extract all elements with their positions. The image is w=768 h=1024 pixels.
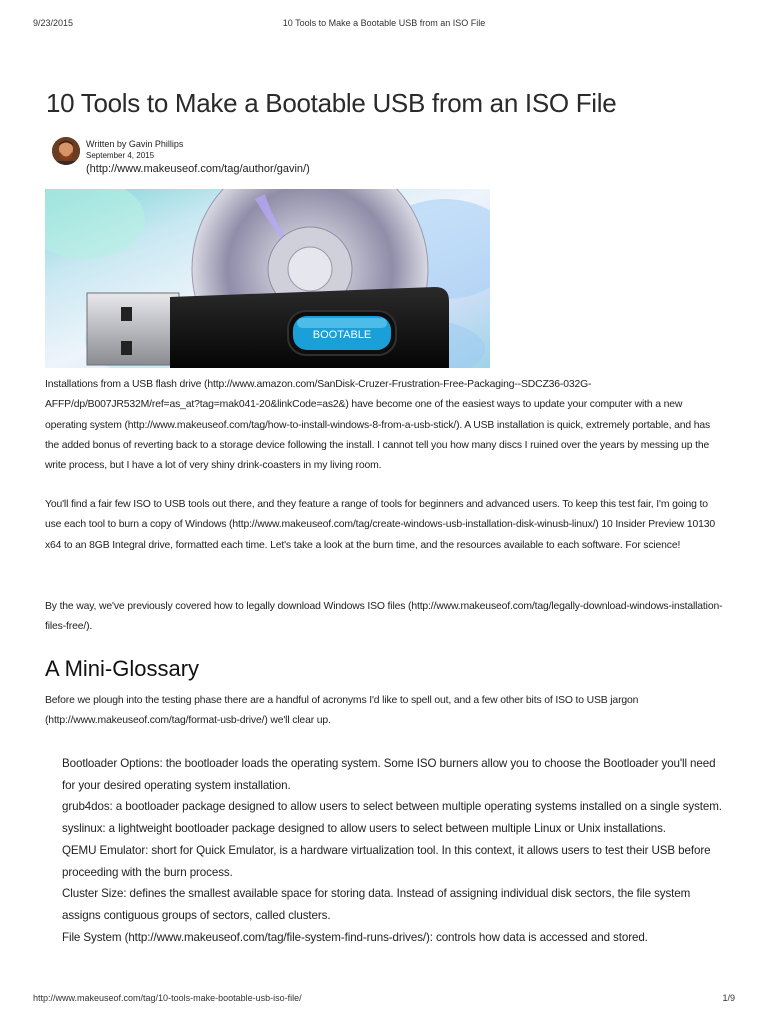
author-avatar[interactable] bbox=[52, 137, 80, 165]
page-number: 1/9 bbox=[722, 993, 735, 1003]
bootable-label: BOOTABLE bbox=[312, 329, 372, 341]
glossary-item-cluster-size: Cluster Size: defines the smallest available space for storing data. Instead of assigning individual disk sectors, the file system assigns contiguous groups of sectors, called clusters. bbox=[62, 887, 691, 922]
glossary-item-bootloader-options: Bootloader Options: the bootloader loads the operating system. Some ISO burners allow you to choose the Bootloader you'll need for your desired operating system installation. bbox=[62, 757, 716, 792]
article-title: 10 Tools to Make a Bootable USB from an ISO File bbox=[46, 88, 617, 118]
section-title: A Mini-Glossary bbox=[45, 656, 200, 681]
byline bbox=[52, 137, 452, 179]
print-header bbox=[33, 18, 735, 32]
glossary-list bbox=[62, 753, 722, 948]
paragraph-iso-download: By the way, we've previously covered how to legally download Windows ISO files (http://www.makeuseof.com/tag/legally-download-windows-installation-files-free/). bbox=[45, 601, 723, 633]
print-date: 9/23/2015 bbox=[33, 18, 74, 28]
publish-date: September 4, 2015 bbox=[86, 151, 155, 160]
print-document-title: 10 Tools to Make a Bootable USB from an ISO File bbox=[282, 18, 486, 28]
glossary-item-syslinux: syslinux: a lightweight bootloader package designed to allow users to select between multiple Linux or Unix installations. bbox=[62, 822, 666, 836]
author-name[interactable]: Written by Gavin Phillips bbox=[86, 139, 184, 149]
print-footer bbox=[33, 993, 735, 1007]
glossary-item-grub4dos: grub4dos: a bootloader package designed to allow users to select between multiple operating systems installed on a single system. bbox=[62, 800, 722, 814]
author-link[interactable]: (http://www.makeuseof.com/tag/author/gavin/) bbox=[86, 163, 310, 175]
paragraph-tools: You'll find a fair few ISO to USB tools out there, and they feature a range of tools for beginners and advanced users. To keep this test fair, I'm going to use each tool to burn a copy of Windows (http://www.makeuseof.com/tag/create-windows-usb-installation-disk-winusb-linux/) 10 Insider Preview 10130 x64 to an 8GB Integral drive, formatted each time. Let's take a look at the burn time, and the resources available to each software. For science! bbox=[45, 499, 715, 551]
glossary-item-file-system: File System (http://www.makeuseof.com/tag/file-system-find-runs-drives/): controls how data is accessed and stored. bbox=[62, 930, 648, 944]
glossary-item-qemu: QEMU Emulator: short for Quick Emulator, is a hardware virtualization tool. In this context, it allows users to test their USB before proceeding with the burn process. bbox=[62, 843, 711, 879]
glossary-intro: Before we plough into the testing phase there are a handful of acronyms I'd like to spell out, and a few other bits of ISO to USB jargon (http://www.makeuseof.com/tag/format-usb-drive/) we'll clear up. bbox=[45, 695, 639, 727]
paragraph-intro: Installations from a USB flash drive (http://www.amazon.com/SanDisk-Cruzer-Frustration-Free-Packaging--SDCZ36-032G-AFFP/dp/B007JR532M/ref=as_at?tag=mak041-20&linkCode=as2&) have become one of the easiest ways to update your computer with a new operating system (http://www.makeuseof.com/tag/how-to-install-windows-8-from-a-usb-stick/). A USB installation is quick, extremely portable, and has the added bonus of reverting back to a storage device following the install. I cannot tell you how many discs I ruined over the years by messing up the write process, but I have a lot of very shiny drink-coasters in my living room. bbox=[45, 379, 711, 472]
hero-image bbox=[45, 189, 490, 368]
print-url: http://www.makeuseof.com/tag/10-tools-make-bootable-usb-iso-file/ bbox=[33, 993, 302, 1003]
